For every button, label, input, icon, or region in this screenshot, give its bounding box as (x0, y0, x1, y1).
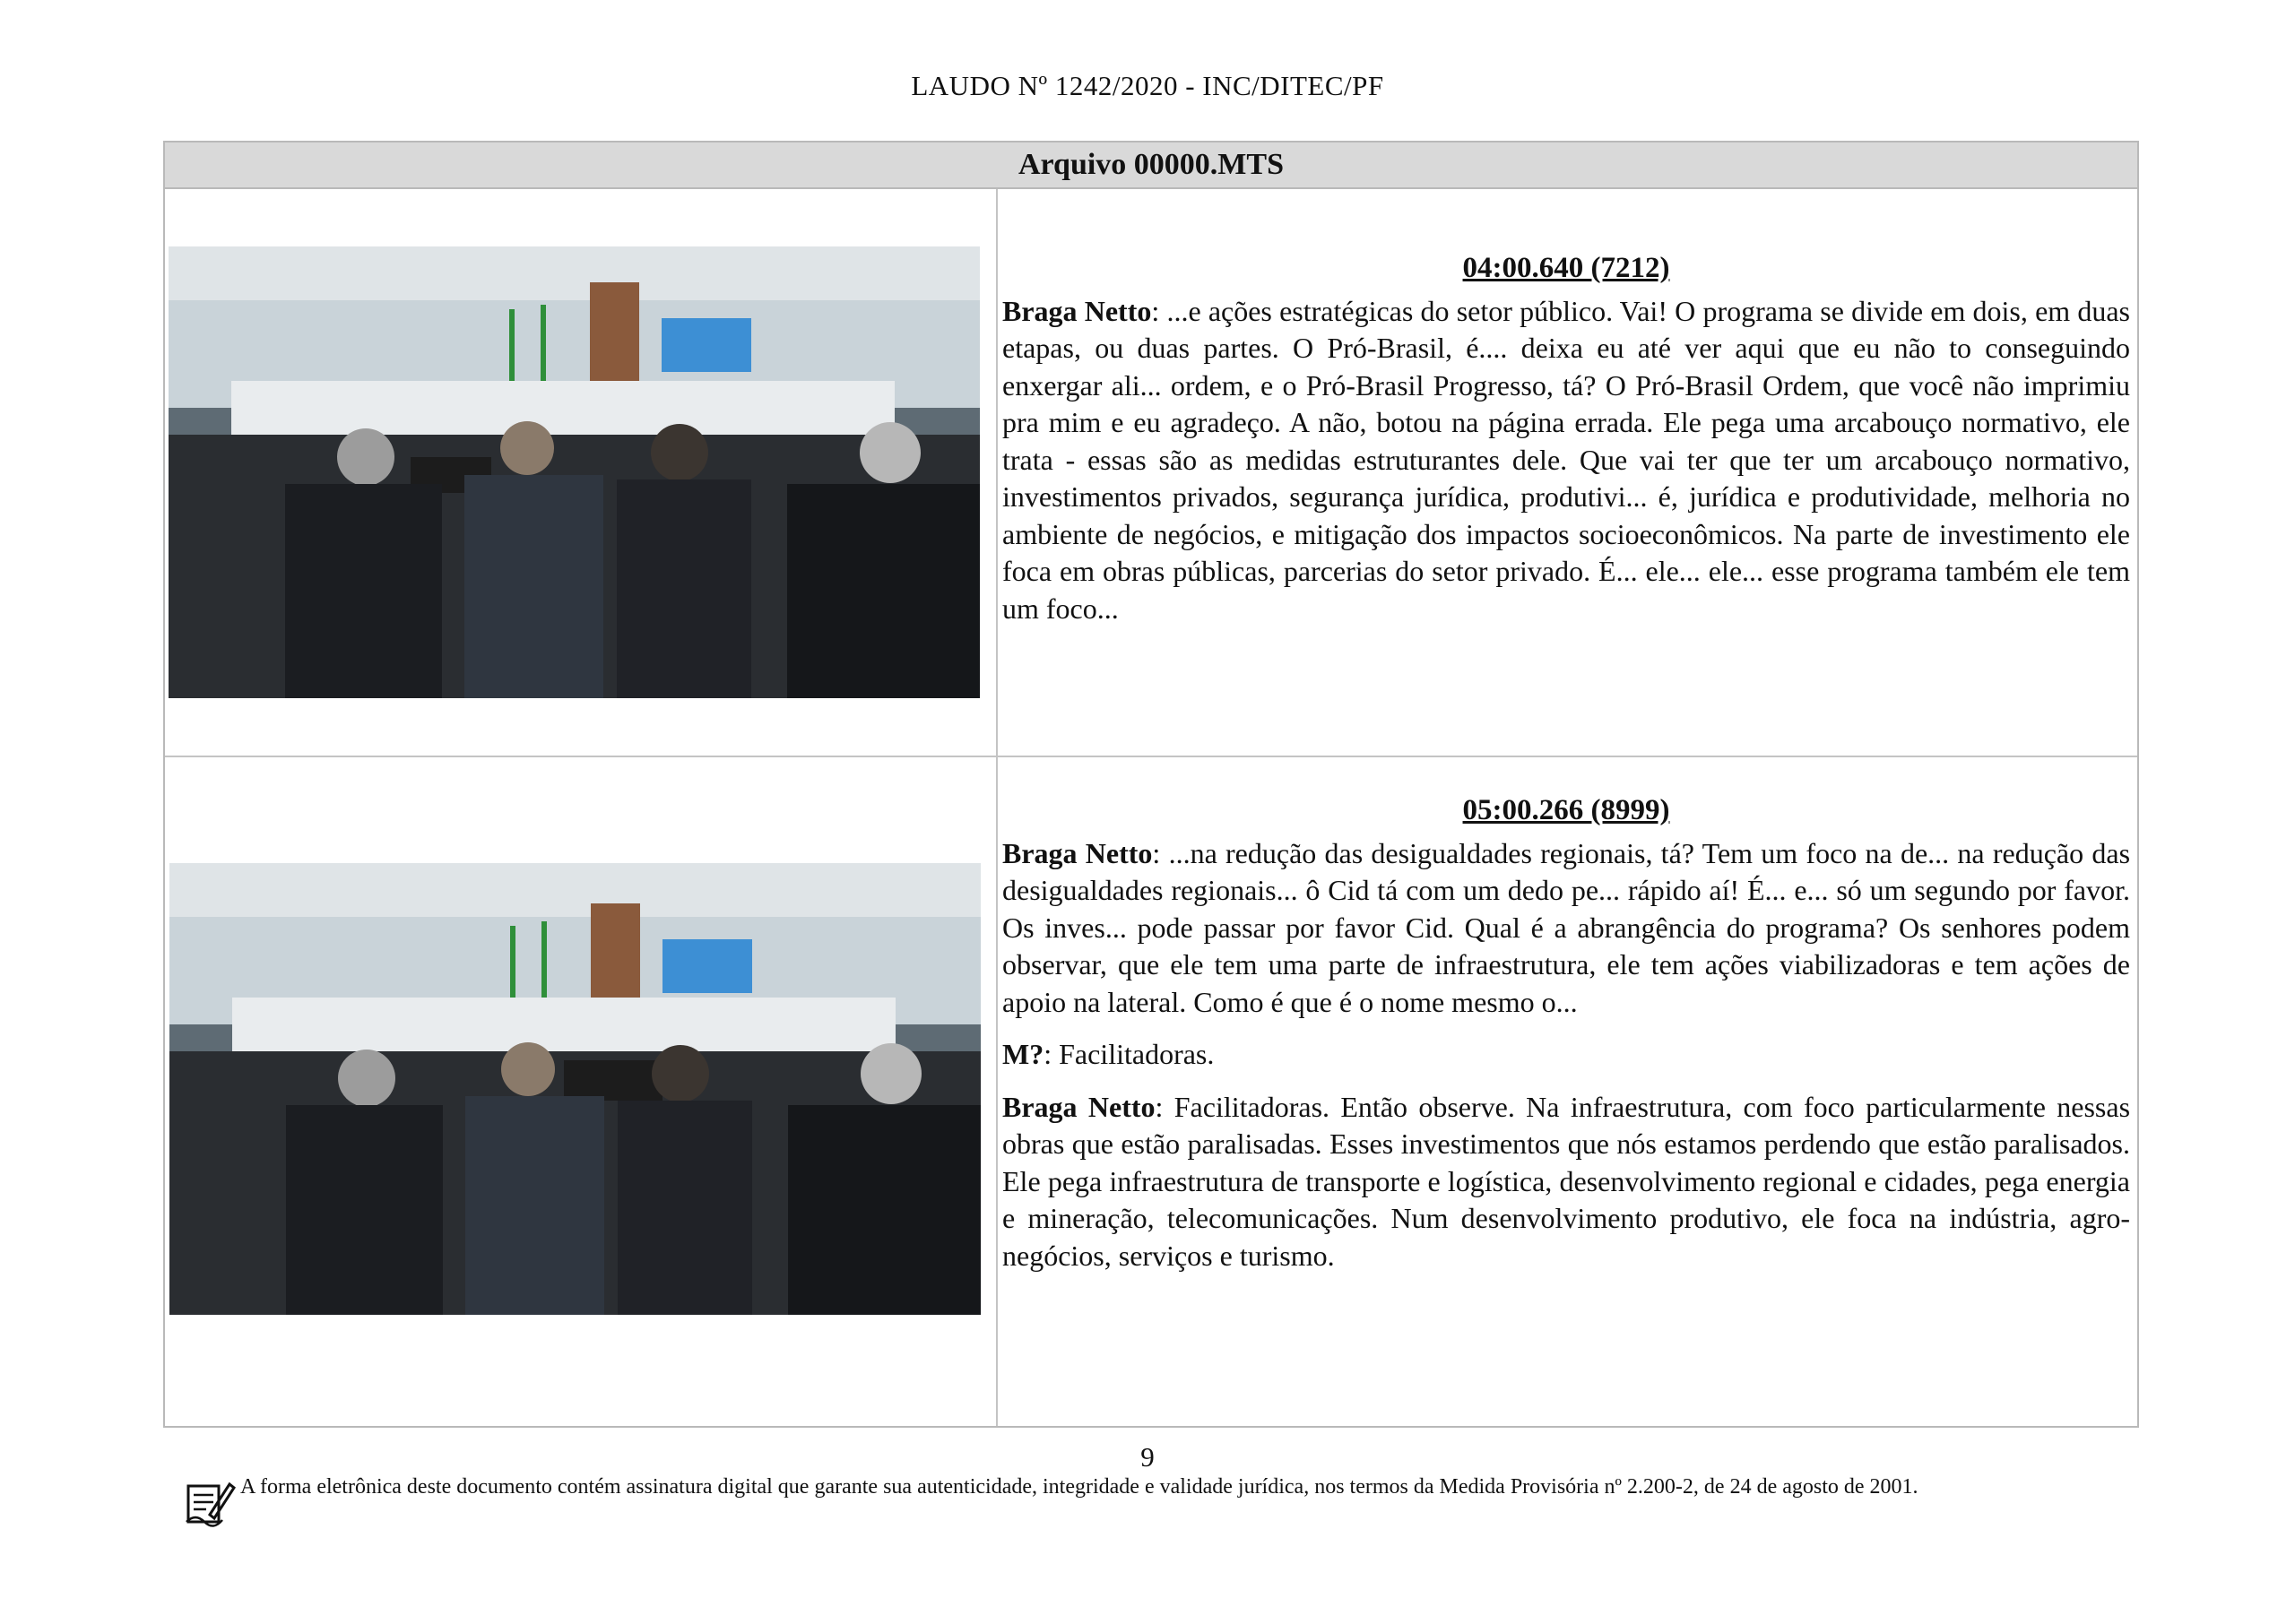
speech-paragraph (1002, 835, 2130, 1022)
speaker-separator: : (1044, 1038, 1060, 1070)
photo-cell (165, 757, 998, 1426)
speaker-separator: : (1151, 294, 1167, 327)
transcript-text (998, 189, 2137, 756)
digital-signature-icon (183, 1473, 237, 1527)
speaker-name: Braga Netto (1002, 1090, 1156, 1123)
speaker-separator: : (1152, 836, 1169, 869)
transcript-text (998, 757, 2137, 1426)
timestamp: 04:00.640 (7212) (1462, 252, 1670, 284)
footer-text: A forma eletrônica deste documento contém assinatura digital que garante sua autenticidade, integridade e validade jurídica, nos termos da Medida Provisória nº 2.200-2, de 24 de agosto de 2001. (240, 1475, 1918, 1499)
footer-note (183, 1473, 2110, 1500)
speech-text: Facilitadoras. (1059, 1038, 1215, 1070)
speaker-name: Braga Netto (1002, 294, 1152, 327)
transcript-entry (165, 189, 2137, 757)
meeting-photo (169, 246, 980, 698)
speaker-name: M? (1002, 1038, 1044, 1070)
speaker-name: Braga Netto (1002, 836, 1153, 869)
speech-paragraph (1002, 1089, 2130, 1275)
document-header: LAUDO Nº 1242/2020 - INC/DITEC/PF (911, 70, 1384, 101)
speaker-separator: : (1155, 1090, 1174, 1123)
speech-text: ...na redução das desigualdades regionais, tá? Tem um foco na de... na redução das desigualdades regionais... ô Cid tá com um dedo pe... rápido aí! É... e... só um segundo por favor. Os inves... pode passar por favor Cid. Qual é a abrangência do programa? Os senhores podem observar, que ele tem uma parte de infraestrutura, ele tem ações viabilizadoras e tem ações de apoio na lateral. Como é que é o nome mesmo o... (1002, 836, 2131, 1018)
speech-paragraph (1002, 293, 2130, 628)
file-title: Arquivo 00000.MTS (165, 143, 2137, 189)
speech-paragraph (1002, 1036, 2130, 1074)
speech-text: ...e ações estratégicas do setor público. Vai! O programa se divide em dois, em duas etapas, ou duas partes. O Pró-Brasil, é.... deixa eu até ver aqui que eu não to conseguindo enxergar ali... ordem, e o Pró-Brasil Progresso, tá? O Pró-Brasil Ordem, que você não imprimiu pra mim e eu agradeço. A não, botou na página errada. Ele pega uma arcabouço normativo, ele trata - essas são as medidas estruturantes dele. Que vai ter que ter um arcabouço normativo, investimentos privados, segurança jurídica, produtivi... é, jurídica e produtividade, melhoria no ambiente de negócios, e mitigação dos impactos socioeconômicos. Na parte de investimento ele foca em obras públicas, parcerias do setor privado. É... ele... ele... esse programa também ele tem um foco... (1002, 294, 2131, 625)
photo-cell (165, 189, 998, 756)
meeting-photo (169, 863, 981, 1315)
transcript-table (163, 141, 2139, 1428)
transcript-entry (165, 757, 2137, 1426)
page-number: 9 (1140, 1441, 1155, 1473)
timestamp: 05:00.266 (8999) (1462, 794, 1670, 826)
speech-text: Facilitadoras. Então observe. Na infraestrutura, com foco particularmente nessas obras que estão paralisadas. Esses investimentos que nós estamos perdendo que estão paralisados. Ele pega infraestrutura de transporte e logística, desenvolvimento regional e cidades, pega energia e mineração, telecomunicações. Num desenvolvimento produtivo, ele foca na indústria, agro-negócios, serviços e turismo. (1002, 1090, 2131, 1272)
